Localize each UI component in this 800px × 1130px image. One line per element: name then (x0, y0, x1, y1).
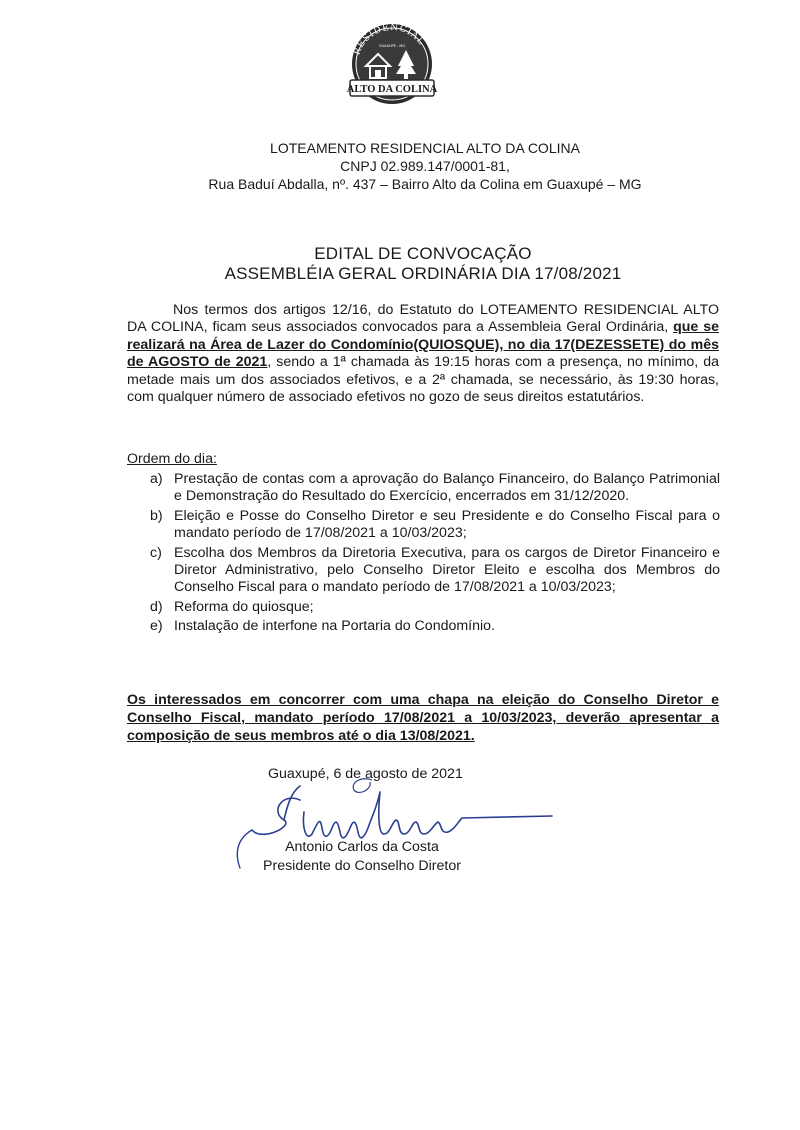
agenda-item-text: Instalação de interfone na Portaria do Condomínio. (174, 618, 495, 635)
agenda-item-text: Prestação de contas com a aprovação do Balanço Financeiro, do Balanço Patrimonial e Demonstração do Resultado do Exercício, encerrados em 31/12/2020. (174, 471, 720, 505)
organization-header (140, 139, 710, 193)
agenda-item (150, 508, 720, 543)
agenda-item (150, 471, 720, 506)
agenda-item (150, 618, 720, 635)
svg-text:ALTO DA COLINA: ALTO DA COLINA (346, 84, 438, 95)
agenda-item-marker: c) (150, 544, 162, 561)
agenda-item-marker: a) (150, 471, 163, 487)
agenda-item-text: Escolha dos Membros da Diretoria Executiva, para os cargos de Diretor Financeiro e Diretor Administrativo, pelo Conselho Diretor Eleito e escolha dos Membros do Conselho Fiscal para o mandato período de 17/08/2021 a 10/03/2023; (174, 544, 720, 596)
organization-name: LOTEAMENTO RESIDENCIAL ALTO DA COLINA (270, 140, 580, 156)
agenda-item-text: Reforma do quiosque; (174, 598, 314, 615)
paragraph-text-2: , sendo a 1ª chamada às 19:15 horas com a presença, no mínimo, da metade mais um dos associados efetivos, e a 2ª chamada, se necessário, às 19:30 horas, com qualquer número de associado efetivos no gozo de seus direitos estatutários. (127, 354, 719, 406)
title-line-1: EDITAL DE CONVOCAÇÃO (314, 244, 532, 263)
document-title (140, 244, 706, 284)
place-and-date: Guaxupé, 6 de agosto de 2021 (268, 766, 463, 782)
agenda-heading: Ordem do dia: (127, 451, 217, 467)
agenda-item-text: Eleição e Posse do Conselho Diretor e seu Presidente e do Conselho Fiscal para o mandato período de 17/08/2021 a 10/03/2023; (174, 507, 720, 542)
agenda-item-marker: d) (150, 598, 163, 615)
paragraph-text-1: Nos termos dos artigos 12/16, do Estatuto do LOTEAMENTO RESIDENCIAL ALTO DA COLINA, ficam seus associados convocados para a Assembleia Geral Ordinária, (127, 302, 719, 336)
candidacy-notice: Os interessados em concorrer com uma chapa na eleição do Conselho Diretor e Conselho Fiscal, mandato período 17/08/2021 a 10/03/2023, deverão apresentar a composição de seus membros até o dia 13/08/2021. (127, 692, 719, 744)
signer-name: Antonio Carlos da Costa (285, 839, 439, 855)
organization-address: Rua Baduí Abdalla, nº. 437 – Bairro Alto da Colina em Guaxupé – MG (208, 176, 642, 192)
agenda-item (150, 599, 720, 616)
convocation-paragraph (127, 302, 719, 406)
agenda-list (150, 471, 720, 638)
organization-cnpj: CNPJ 02.989.147/0001-81, (340, 158, 510, 174)
signer-role: Presidente do Conselho Diretor (263, 858, 461, 874)
svg-text:RESIDENCIAL: RESIDENCIAL (352, 22, 427, 57)
svg-text:GUAXUPÉ - MG: GUAXUPÉ - MG (378, 44, 406, 48)
agenda-item-marker: e) (150, 618, 163, 635)
residencial-alto-da-colina-logo (344, 20, 440, 108)
paragraph-emphasis: que se realizará na Área de Lazer do Condomínio(QUIOSQUE), no dia 17(DEZESSETE) do mês de AGOSTO de 2021 (127, 319, 719, 371)
signer-block (263, 838, 461, 876)
title-line-2: ASSEMBLÉIA GERAL ORDINÁRIA DIA 17/08/2021 (224, 264, 622, 283)
agenda-item (150, 545, 720, 597)
agenda-item-marker: b) (150, 507, 163, 524)
